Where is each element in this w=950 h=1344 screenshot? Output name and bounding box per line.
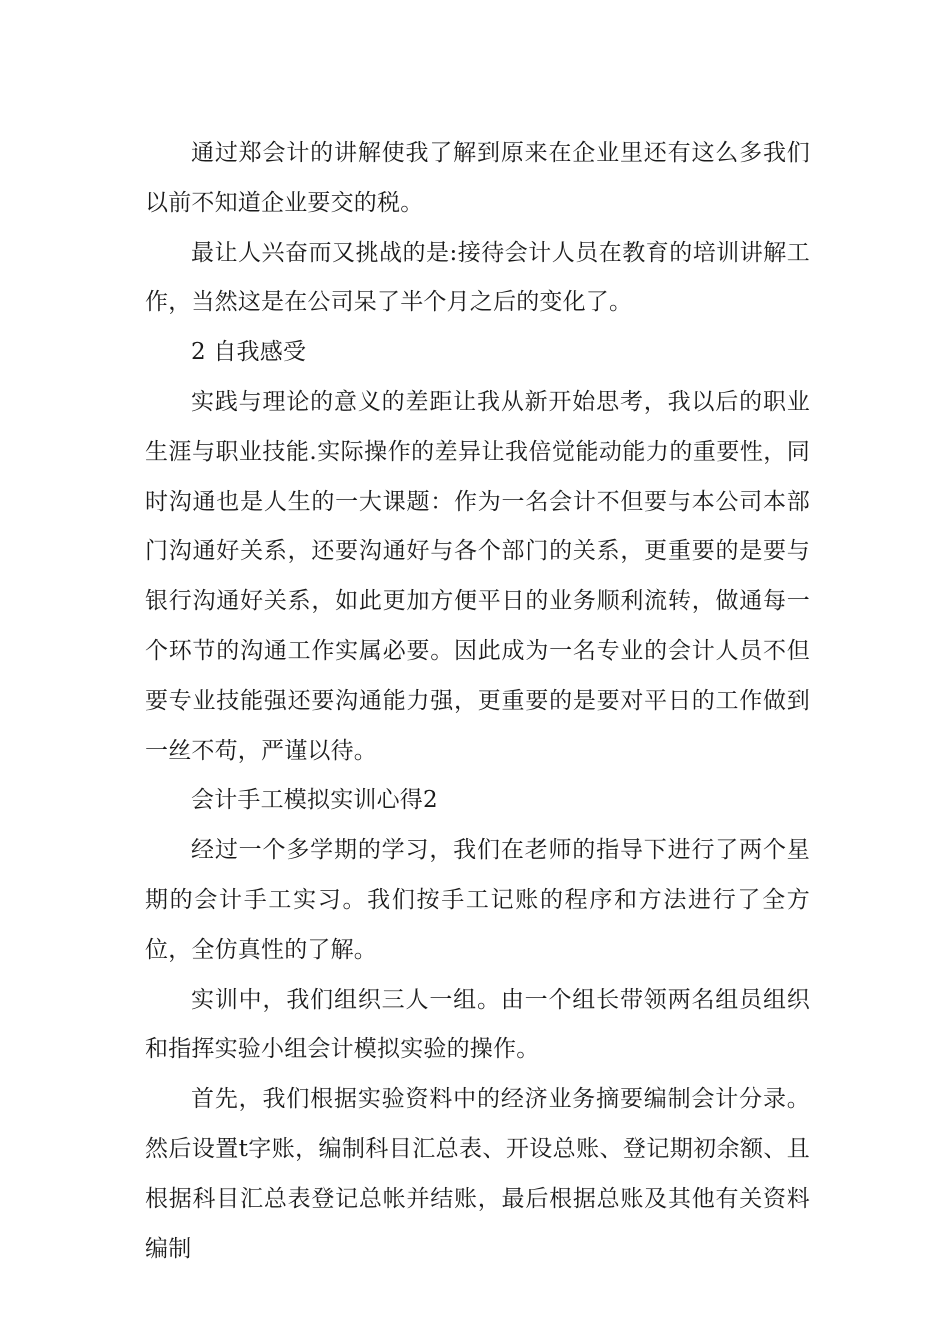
paragraph-tax-explanation: 通过郑会计的讲解使我了解到原来在企业里还有这么多我们以前不知道企业要交的税。 bbox=[145, 140, 810, 216]
section-heading-training-2: 会计手工模拟实训心得2 bbox=[191, 787, 438, 814]
document-body bbox=[145, 129, 810, 1274]
section-heading-self-feeling: 2 自我感受 bbox=[191, 339, 307, 366]
paragraph-accounting-steps: 首先，我们根据实验资料中的经济业务摘要编制会计分录。然后设置t字账，编制科目汇总表、开设总账、登记期初余额、且根据科目汇总表登记总帐并结账，最后根据总账及其他有关资料编制 bbox=[145, 1086, 810, 1262]
paragraph-practice-theory: 实践与理论的意义的差距让我从新开始思考，我以后的职业生涯与职业技能.实际操作的差异让我倍觉能动能力的重要性，同时沟通也是人生的一大课题：作为一名会计不但要与本公司本部门沟通好关系，还要沟通好与各个部门的关系，更重要的是要与银行沟通好关系，如此更加方便平日的业务顺利流转，做通每一个环节的沟通工作实属必要。因此成为一名专业的会计人员不但要专业技能强还要沟通能力强，更重要的是要对平日的工作做到一丝不苟，严谨以待。 bbox=[145, 388, 810, 764]
paragraph-training-work: 最让人兴奋而又挑战的是:接待会计人员在教育的培训讲解工作，当然这是在公司呆了半个月之后的变化了。 bbox=[145, 239, 810, 316]
paragraph-manual-practice: 经过一个多学期的学习，我们在老师的指导下进行了两个星期的会计手工实习。我们按手工记账的程序和方法进行了全方位，全仿真性的了解。 bbox=[145, 837, 810, 963]
paragraph-group-organization: 实训中，我们组织三人一组。由一个组长带领两名组员组织和指挥实验小组会计模拟实验的操作。 bbox=[145, 986, 810, 1063]
